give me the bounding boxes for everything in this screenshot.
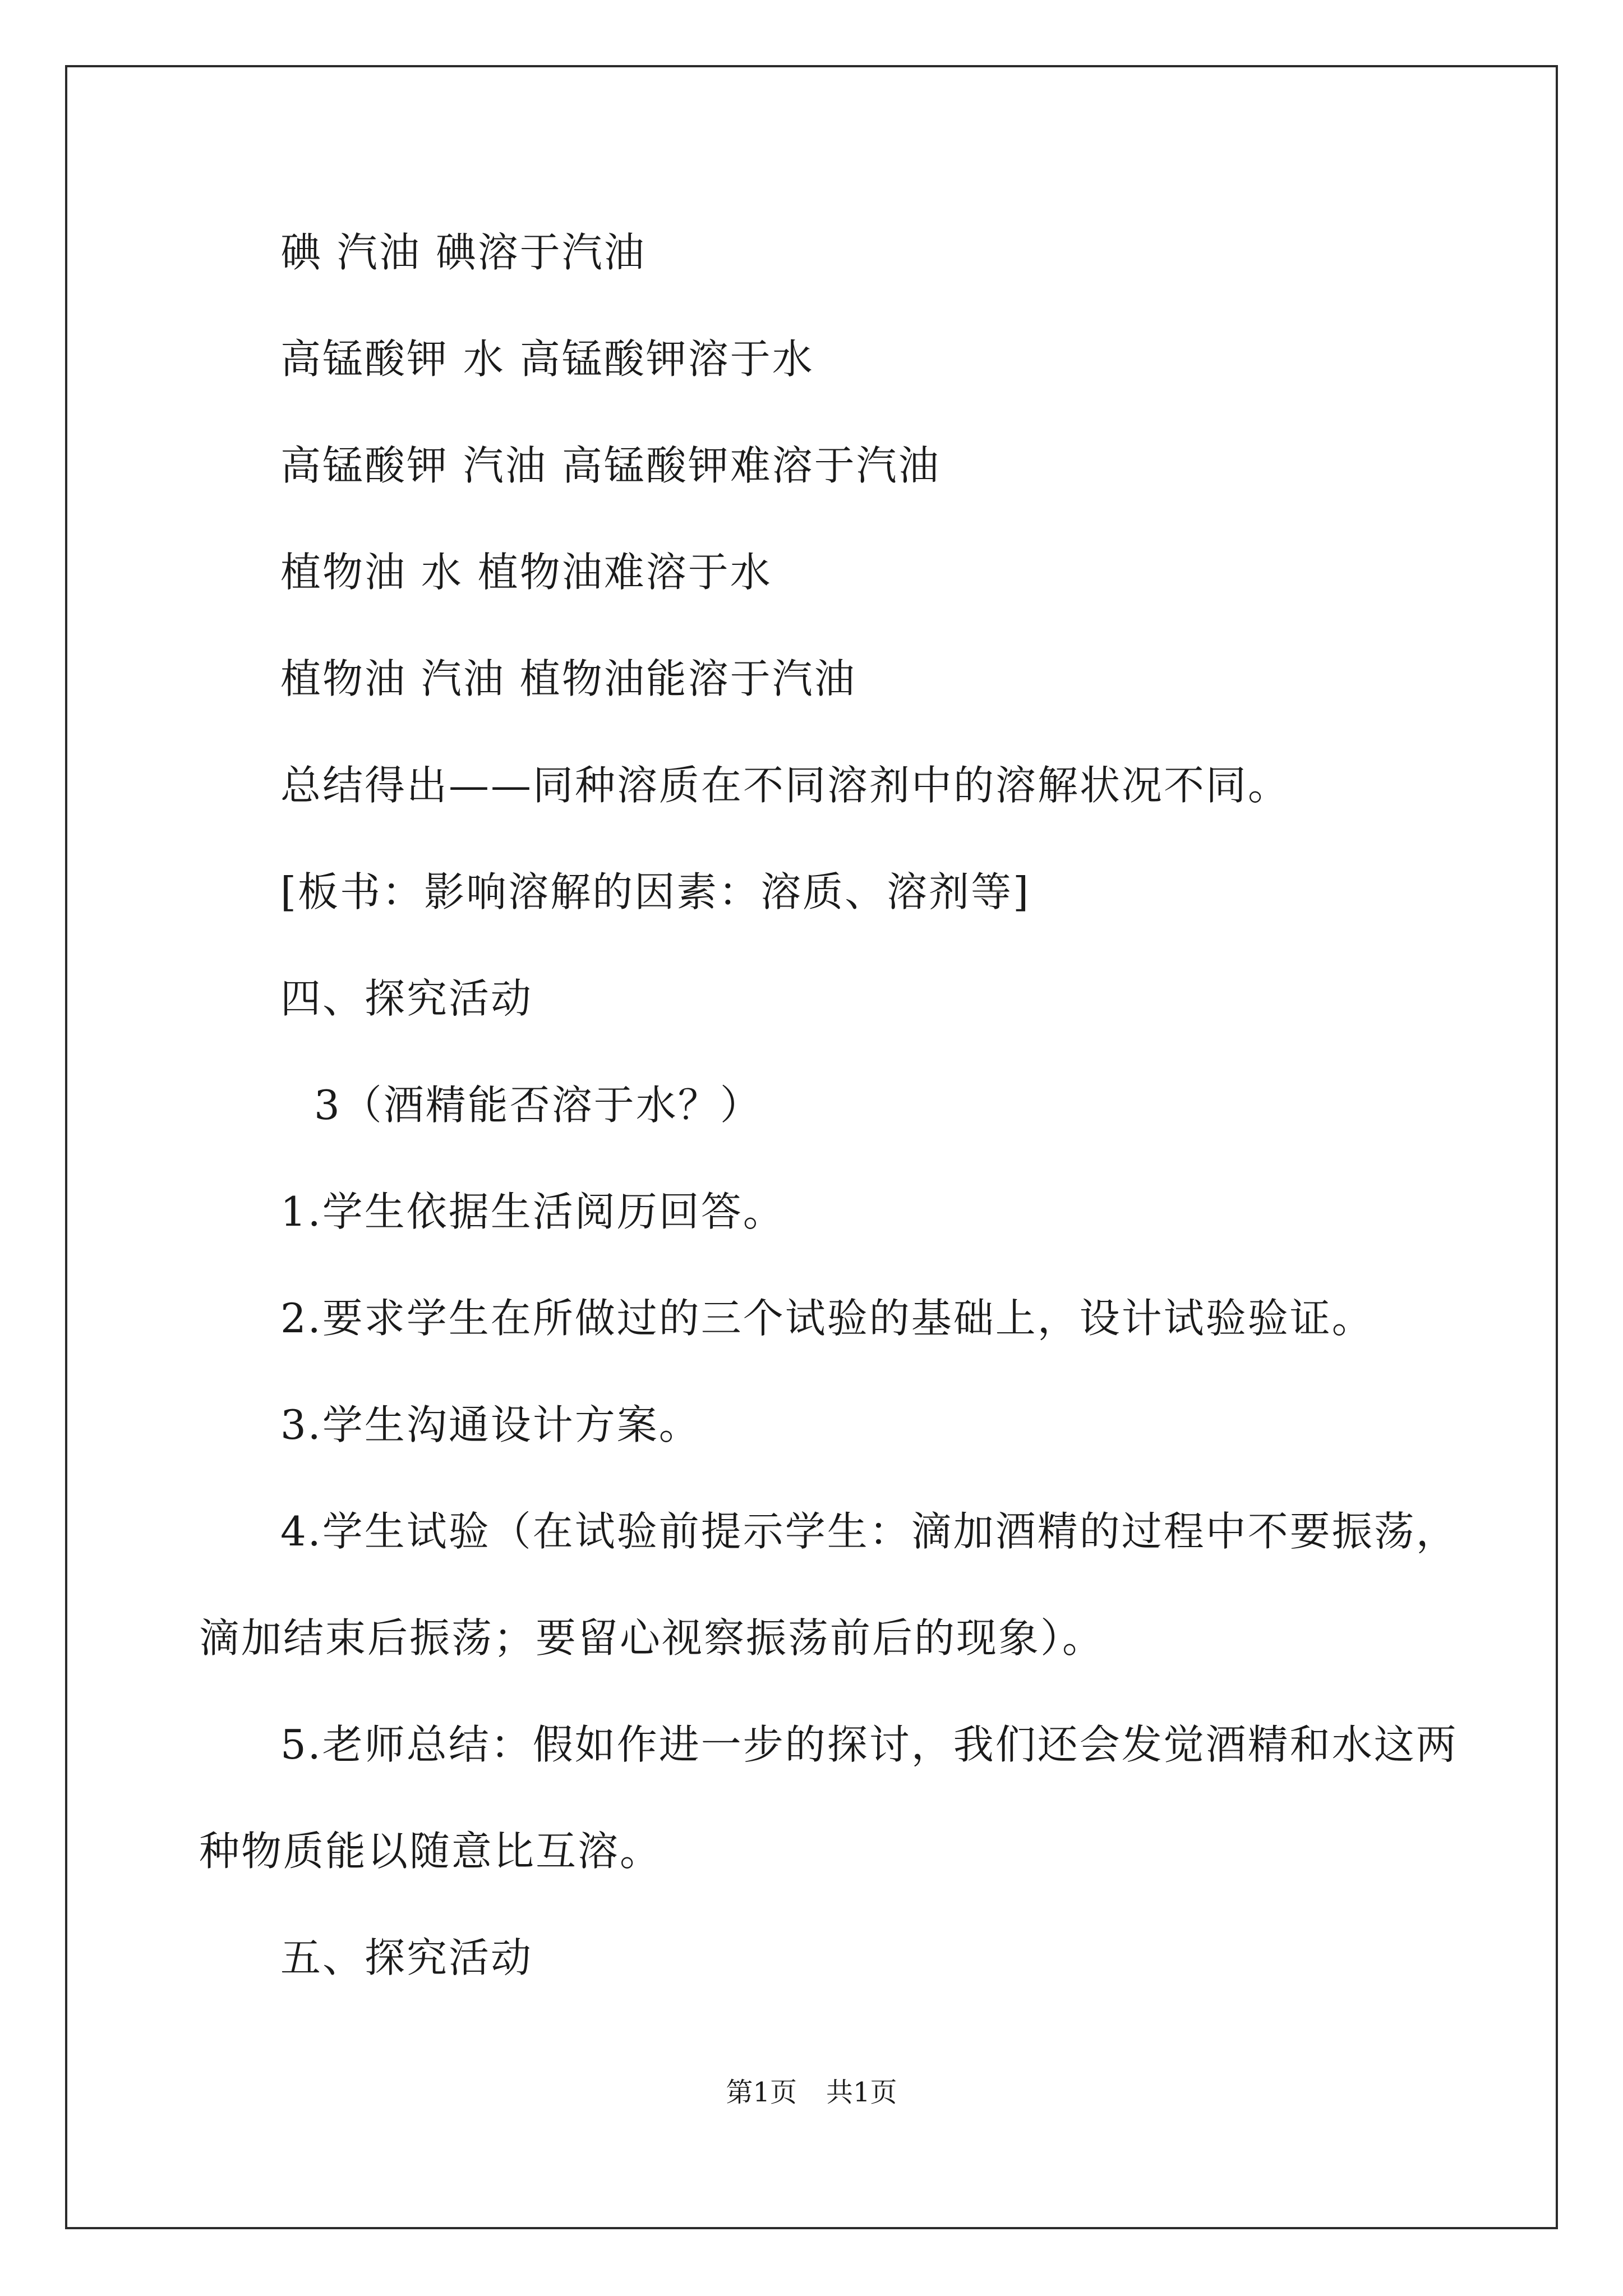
text-line-5: 植物油 汽油 植物油能溶于汽油 [280, 655, 856, 702]
text-line-2: 高锰酸钾 水 高锰酸钾溶于水 [280, 335, 814, 383]
text-line-9: 3（酒精能否溶于水？） [314, 1082, 762, 1129]
page-number-current: 第1页 [726, 2077, 797, 2108]
text-line-13: 4.学生试验（在试验前提示学生：滴加酒精的过程中不要振荡， [280, 1508, 1458, 1555]
text-line-14: 滴加结束后振荡；要留心视察振荡前后的现象）。 [199, 1614, 1105, 1662]
text-line-3: 高锰酸钾 汽油 高锰酸钾难溶于汽油 [280, 442, 940, 489]
page-number-total: 共1页 [826, 2077, 897, 2108]
page-footer [0, 2076, 1623, 2109]
text-line-15: 5.老师总结：假如作进一步的探讨，我们还会发觉酒精和水这两 [280, 1721, 1458, 1768]
text-line-1: 碘 汽油 碘溶于汽油 [280, 229, 646, 276]
text-line-6: 总结得出——同种溶质在不同溶剂中的溶解状况不同。 [280, 762, 1290, 809]
section-heading-4: 四、探究活动 [280, 975, 533, 1022]
text-line-4: 植物油 水 植物油难溶于水 [280, 549, 772, 596]
text-line-12: 3.学生沟通设计方案。 [280, 1401, 701, 1448]
text-line-10: 1.学生依据生活阅历回答。 [280, 1188, 785, 1235]
text-line-16: 种物质能以随意比互溶。 [199, 1828, 662, 1875]
text-line-11: 2.要求学生在所做过的三个试验的基础上，设计试验验证。 [280, 1295, 1374, 1342]
section-heading-5: 五、探究活动 [280, 1934, 533, 1981]
text-line-7: [板书：影响溶解的因素：溶质、溶剂等] [280, 868, 1031, 915]
